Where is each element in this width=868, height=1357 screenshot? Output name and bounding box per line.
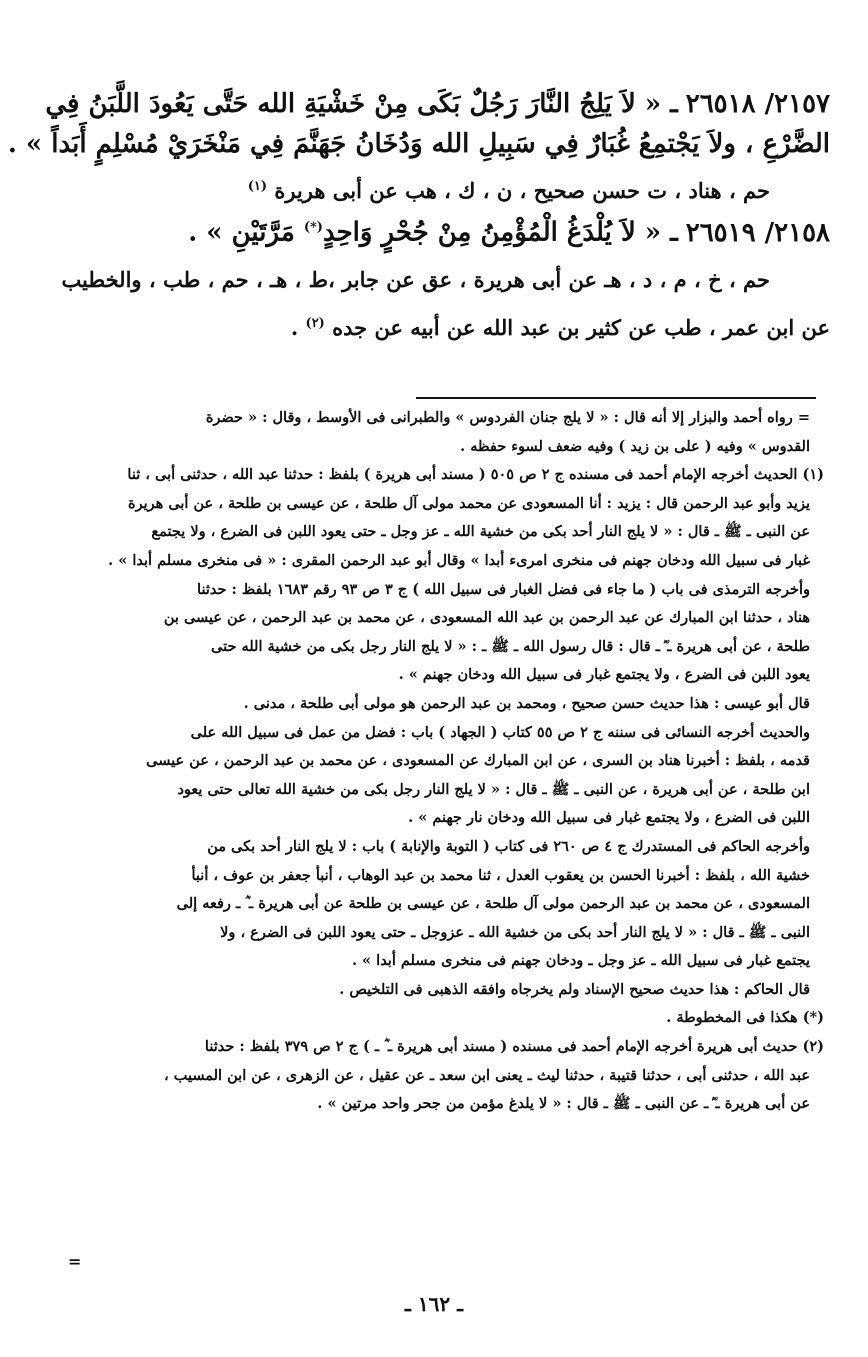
hadith-2157-sources xyxy=(40,170,830,208)
footnote-line: قال الحاكم : هذا حديث صحيح الإسناد ولم يخرجاه وافقه الذهبى فى التلخيص . xyxy=(339,980,810,998)
footnote-line: يزيد وأبو عبد الرحمن قال : يزيد : أنا المسعودى عن محمد مولى آل طلحة ، عن عيسى بن طلحة ، عن أبى هريرة xyxy=(127,494,810,512)
footnote-line: اللبن فى الضرع ، ولا يجتمع غبار فى سبيل الله ودخان نار جهنم » . xyxy=(408,809,810,827)
footnote-line: عبد الله ، حدثنى أبى ، حدثنا قتيبة ، حدثنا ليث ـ يعنى ابن سعد ـ عن عقيل ، عن الزهرى ، عن ابن المسيب ، xyxy=(163,1066,810,1084)
footnote-line: يعود اللبن فى الضرع ، ولا يجتمع غبار فى سبيل الله ودخان جهنم » . xyxy=(398,666,810,684)
footnotes xyxy=(40,404,824,1119)
footnote-line: قال أبو عيسى : هذا حديث حسن صحيح ، ومحمد بن عبد الرحمن هو مولى أبى طلحة ، مدنى . xyxy=(243,694,810,712)
footnote-line: طلحة ، عن أبى هريرة ـ ؓ ـ قال : قال رسول الله ـ ﷺ ـ : « لا يلج النار رجل بكى من خشية الله حتى xyxy=(211,637,810,655)
hadith-2158-sources-line-1: حم ، خ ، م ، د ، هـ عن أبى هريرة ، عق عن جابر ،ط ، هـ ، حم ، طب ، والخطيب xyxy=(61,266,770,292)
hadith-number: ٢١٥٨/ ٢٦٥١٩ xyxy=(685,217,830,248)
footnote-star-ref: (*) xyxy=(303,220,323,235)
footnote-line: النبى ـ ﷺ ـ قال : « لا يلج النار أحد بكى من خشية الله ـ عزوجل ـ حتى يعود اللبن فى الضرع ، ولا xyxy=(220,923,810,941)
continuation-mark: = xyxy=(68,1252,82,1271)
footnote-line: وأخرجه الحاكم فى المستدرك ج ٤ ص ٢٦٠ فى كتاب ( التوبة والإنابة ) باب : لا يلج النار أحد بكى من xyxy=(207,837,810,855)
page-number: ـ ١٦٢ ـ xyxy=(405,1292,463,1316)
hadith-text: ـ « لاَ يُلْدَغُ الْمُؤْمِنُ مِنْ جُحْرٍ وَاحِدٍ xyxy=(322,217,678,248)
footnote-line: خشية الله ، بلفظ : أخبرنا الحسن بن يعقوب العدل ، ثنا محمد بن عبد الوهاب ، أنبأ جعفر بن عوف ، أنبأ xyxy=(191,866,810,884)
footnote-line: قدمه ، بلفظ : أخبرنا هناد بن السرى ، عن ابن المبارك عن المسعودى ، عن محمد بن عبد الرحمن ، عن عيسى xyxy=(146,752,810,770)
footnote-line: غبار فى سبيل الله ودخان جهنم فى منخرى امرىء أبدا » وقال أبو عبد الرحمن المقرى : « فى منخرى مسلم أبدا » . xyxy=(108,551,810,569)
sources-text: حم ، هناد ، ت حسن صحيح ، ن ، ك ، هب عن أبى هريرة xyxy=(274,178,770,203)
footnote-line: عن النبى ـ ﷺ ـ قال : « لا يلج النار أحد بكى من خشية الله ـ عز وجل ـ حتى يعود اللبن فى الضرع ، ولا يجتمع xyxy=(151,523,810,541)
footnote-ref: (١) xyxy=(247,179,268,194)
footnote-line: عن أبى هريرة ـ ؓ ـ عن النبى ـ ﷺ ـ قال : « لا يلدغ مؤمن من جحر واحد مرتين » . xyxy=(317,1095,810,1113)
main-text xyxy=(7,84,830,345)
footnote-line: يجتمع غبار فى سبيل الله ـ عز وجل ـ ودخان جهنم فى منخرى مسلم أبدا » . xyxy=(351,952,810,970)
footnote-line: ابن طلحة ، عن أبى هريرة ، عن النبى ـ ﷺ ـ قال : « لا يلج النار رجل بكى من خشية الله تعالى حتى يعود xyxy=(177,780,810,798)
sources-text: عن ابن عمر ، طب عن كثير بن عبد الله عن أبيه عن جده xyxy=(332,314,830,340)
footnote-line: هناد ، حدثنا ابن المبارك عن عبد الرحمن بن عبد الله المسعودى ، عن محمد بن عبد الرحمن ، عن عيسى بن xyxy=(163,609,810,627)
hadith-2157-line-2: الضَّرْعِ ، ولاَ يَجْتمِعُ غُبَارٌ فِي سَبِيلِ الله وَدُخَانُ جَهَنَّمَ فِي مَنْخَرَيْ مُسْلِمٍ أَبَداً » . xyxy=(7,129,830,159)
hadith-number: ٢١٥٧/ ٢٦٥١٨ xyxy=(685,89,830,119)
footnote-ref: (٢) xyxy=(305,315,325,331)
footnote-line: (١) الحديث أخرجه الإمام أحمد فى مسنده ج ٢ ص ٥٠٥ ( مسند أبى هريرة ) بلفظ : حدثنا عبد الله ، حدثنى أبى ، ثنا xyxy=(127,466,824,484)
hadith-2158-sources-line-2 xyxy=(40,307,830,345)
footnote-line: والحديث أخرجه النسائى فى سننه ج ٢ ص ٥٥ كتاب ( الجهاد ) باب : فضل من عمل فى سبيل الله على xyxy=(190,723,810,741)
footnote-line: القدوس » وفيه ( على بن زيد ) وفيه ضعف لسوء حفظه . xyxy=(460,437,810,455)
footnote-line: وأخرجه الترمذى فى باب ( ما جاء فى فضل الغبار فى سبيل الله ) ج ٣ ص ٩٣ رقم ١٦٨٣ بلفظ : حدثنا xyxy=(197,580,810,598)
footnote-line: (٢) حديث أبى هريرة أخرجه الإمام أحمد فى مسنده ( مسند أبى هريرة ـ ؓ ـ ) ج ٢ ص ٣٧٩ بلفظ : حدثنا xyxy=(204,1038,824,1056)
footnote-line: = رواه أحمد والبزار إلا أنه قال : « لا يلج جنان الفردوس » والطبرانى فى الأوسط ، وقال : « حضرة xyxy=(205,409,810,426)
hadith-text: ـ « لاَ يَلِجُ النَّارَ رَجُلٌ بَكَى مِنْ خَشْيَةِ الله حَتَّى يَعُودَ اللَّبَنُ فِي xyxy=(45,89,678,119)
hadith-2157-line-1 xyxy=(40,84,830,124)
footnote-separator xyxy=(416,397,816,399)
footnote-line: (*) هكذا فى المخطوطة . xyxy=(666,1009,824,1027)
sources-end: . xyxy=(290,314,299,340)
footnote-line: المسعودى ، عن محمد بن عبد الرحمن مولى آل طلحة ، عن عيسى بن طلحة عن أبى هريرة ـ ؓ ـ رفعه إلى xyxy=(176,895,810,913)
hadith-text-end: مَرَّتَيْنِ » . xyxy=(188,217,295,248)
hadith-2158-line-1 xyxy=(40,208,830,253)
